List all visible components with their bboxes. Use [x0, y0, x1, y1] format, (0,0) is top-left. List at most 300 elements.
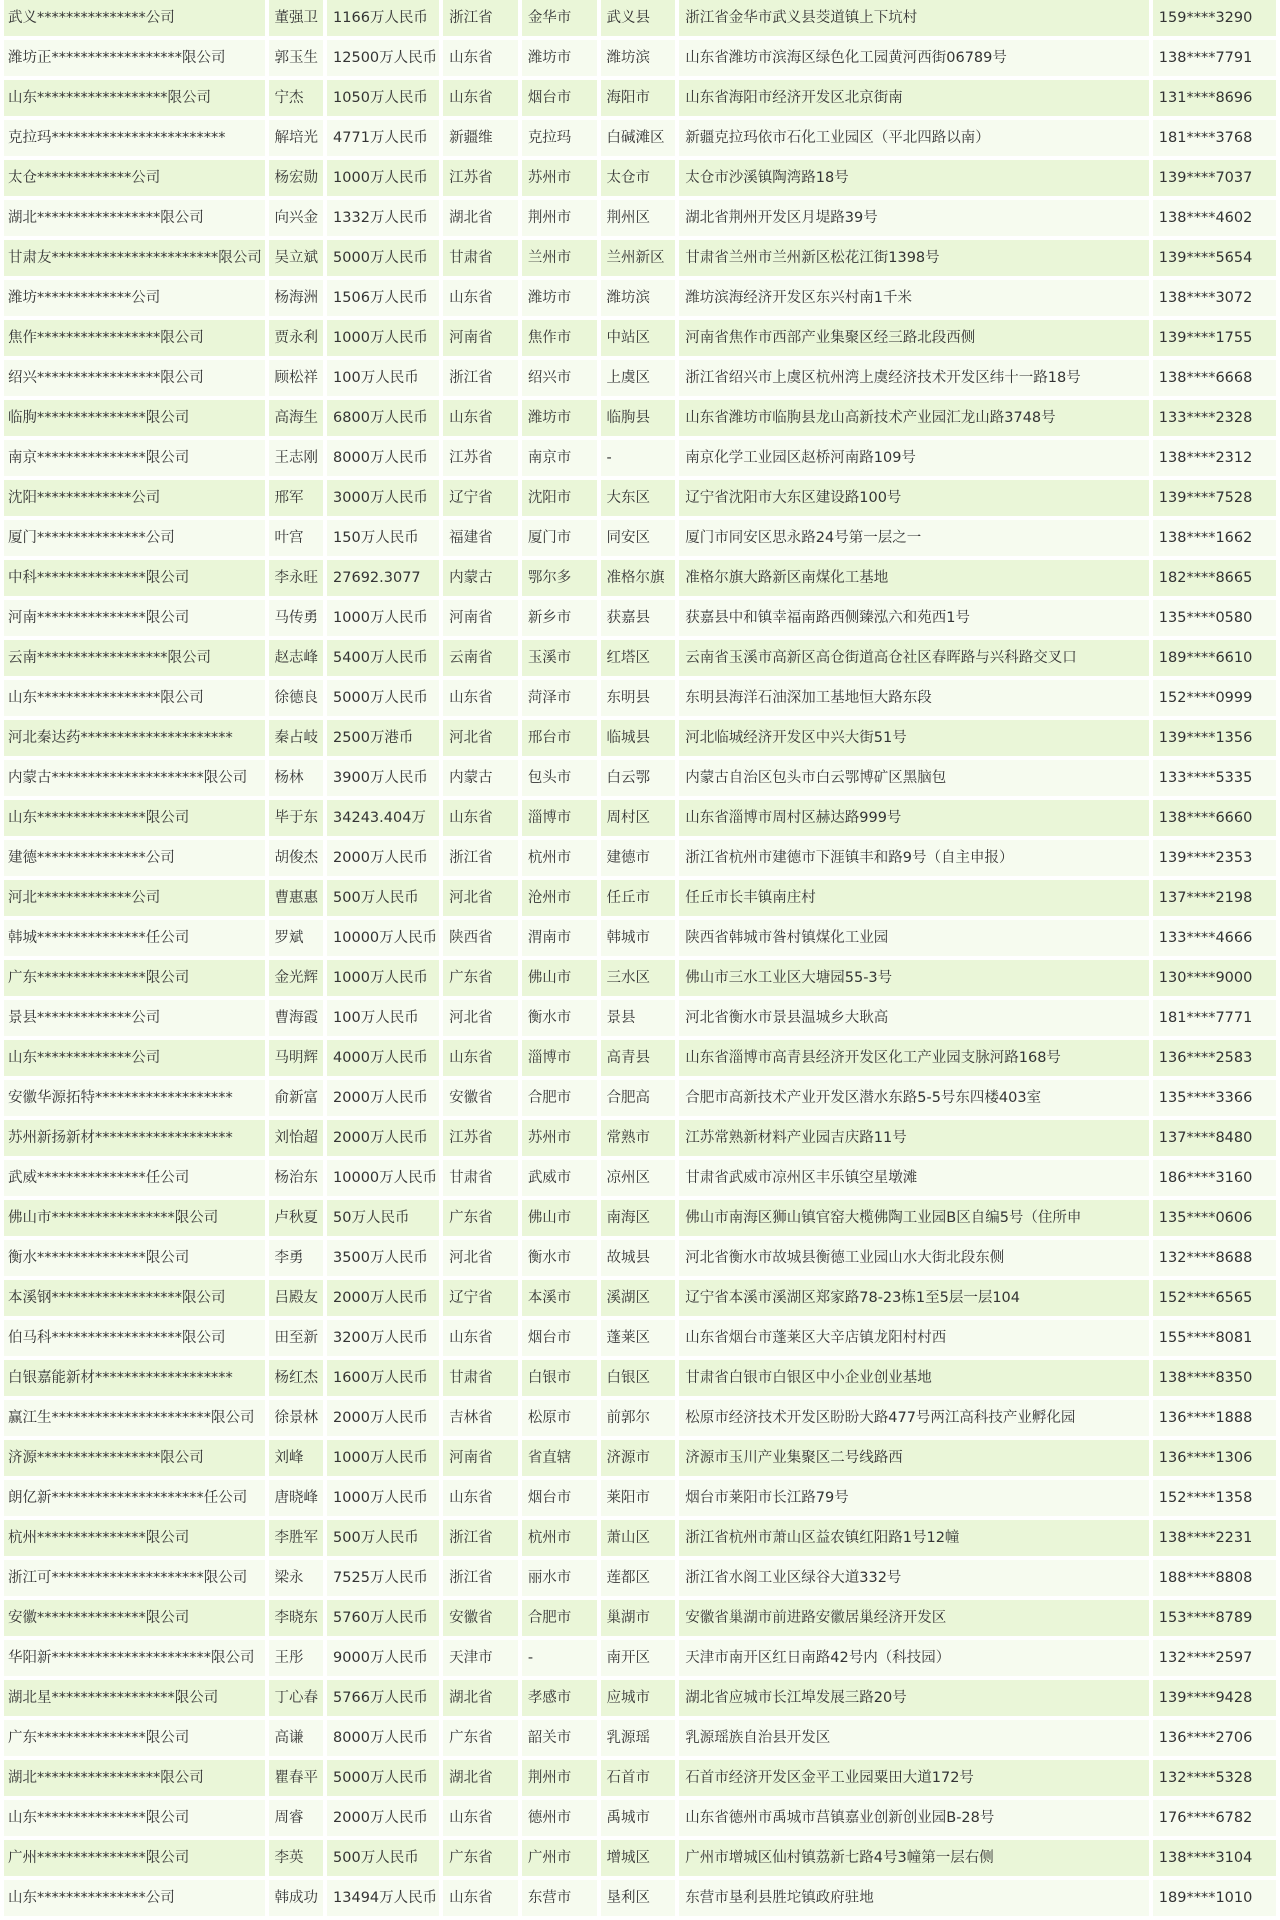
- legal-rep-cell: 王志刚: [269, 440, 324, 480]
- district-cell: 高青县: [601, 1040, 676, 1080]
- registered-capital-cell: 5000万人民币: [327, 680, 439, 720]
- company-name-cell: 伯马科******************限公司: [4, 1320, 265, 1360]
- address-cell: 浙江省水阁工业区绿谷大道332号: [679, 1560, 1149, 1600]
- province-cell: 陕西省: [443, 920, 518, 960]
- table-row: [4, 1680, 1276, 1720]
- district-cell: -: [601, 440, 676, 480]
- legal-rep-cell: 叶宫: [269, 520, 324, 560]
- phone-cell: 133****5335: [1153, 760, 1276, 800]
- legal-rep-cell: 马传勇: [269, 600, 324, 640]
- registered-capital-cell: 8000万人民币: [327, 440, 439, 480]
- company-name-cell: 潍坊*************公司: [4, 280, 265, 320]
- province-cell: 山东省: [443, 680, 518, 720]
- province-cell: 浙江省: [443, 840, 518, 880]
- province-cell: 山东省: [443, 400, 518, 440]
- legal-rep-cell: 梁永: [269, 1560, 324, 1600]
- address-cell: 甘肃省白银市白银区中小企业创业基地: [679, 1360, 1149, 1400]
- address-cell: 河北省衡水市景县温城乡大耿高: [679, 1000, 1149, 1040]
- address-cell: 湖北省应城市长江埠发展三路20号: [679, 1680, 1149, 1720]
- registered-capital-cell: 100万人民币: [327, 360, 439, 400]
- province-cell: 内蒙古: [443, 560, 518, 600]
- registered-capital-cell: 1000万人民币: [327, 1440, 439, 1480]
- city-cell: 新乡市: [522, 600, 597, 640]
- province-cell: 山东省: [443, 1320, 518, 1360]
- province-cell: 山东省: [443, 40, 518, 80]
- registered-capital-cell: 4000万人民币: [327, 1040, 439, 1080]
- registered-capital-cell: 3900万人民币: [327, 760, 439, 800]
- address-cell: 辽宁省本溪市溪湖区郑家路78-23栋1至5层一层104: [679, 1280, 1149, 1320]
- company-name-cell: 太仓*************公司: [4, 160, 265, 200]
- company-name-cell: 衡水***************限公司: [4, 1240, 265, 1280]
- city-cell: 苏州市: [522, 160, 597, 200]
- phone-cell: 138****1662: [1153, 520, 1276, 560]
- district-cell: 蓬莱区: [601, 1320, 676, 1360]
- table-row: [4, 1440, 1276, 1480]
- legal-rep-cell: 吴立斌: [269, 240, 324, 280]
- city-cell: 杭州市: [522, 840, 597, 880]
- table-row: [4, 1600, 1276, 1640]
- province-cell: 安徽省: [443, 1080, 518, 1120]
- phone-cell: 138****4602: [1153, 200, 1276, 240]
- province-cell: 湖北省: [443, 1760, 518, 1800]
- address-cell: 获嘉县中和镇幸福南路西侧臻泓六和苑西1号: [679, 600, 1149, 640]
- registered-capital-cell: 2500万港币: [327, 720, 439, 760]
- address-cell: 厦门市同安区思永路24号第一层之一: [679, 520, 1149, 560]
- province-cell: 河北省: [443, 720, 518, 760]
- province-cell: 新疆维: [443, 120, 518, 160]
- address-cell: 安徽省巢湖市前进路安徽居巢经济开发区: [679, 1600, 1149, 1640]
- table-row: [4, 1000, 1276, 1040]
- address-cell: 山东省烟台市蓬莱区大辛店镇龙阳村村西: [679, 1320, 1149, 1360]
- city-cell: 广州市: [522, 1840, 597, 1880]
- district-cell: 白云鄂: [601, 760, 676, 800]
- district-cell: 红塔区: [601, 640, 676, 680]
- city-cell: 沈阳市: [522, 480, 597, 520]
- table-row: [4, 1240, 1276, 1280]
- district-cell: 禹城市: [601, 1800, 676, 1840]
- district-cell: 任丘市: [601, 880, 676, 920]
- province-cell: 浙江省: [443, 360, 518, 400]
- company-name-cell: 白银嘉能新材*******************: [4, 1360, 265, 1400]
- district-cell: 三水区: [601, 960, 676, 1000]
- company-name-cell: 济源*****************限公司: [4, 1440, 265, 1480]
- district-cell: 常熟市: [601, 1120, 676, 1160]
- district-cell: 南开区: [601, 1640, 676, 1680]
- table-row: [4, 1120, 1276, 1160]
- address-cell: 东明县海洋石油深加工基地恒大路东段: [679, 680, 1149, 720]
- phone-cell: 159****3290: [1153, 0, 1276, 40]
- registered-capital-cell: 3000万人民币: [327, 480, 439, 520]
- legal-rep-cell: 曹惠惠: [269, 880, 324, 920]
- phone-cell: 182****8665: [1153, 560, 1276, 600]
- legal-rep-cell: 顾松祥: [269, 360, 324, 400]
- company-name-cell: 山东******************限公司: [4, 80, 265, 120]
- table-row: [4, 1560, 1276, 1600]
- registered-capital-cell: 5400万人民币: [327, 640, 439, 680]
- address-cell: 东营市垦利县胜坨镇政府驻地: [679, 1880, 1149, 1920]
- table-row: [4, 1760, 1276, 1800]
- table-row: [4, 440, 1276, 480]
- phone-cell: 135****0580: [1153, 600, 1276, 640]
- company-name-cell: 南京***************限公司: [4, 440, 265, 480]
- legal-rep-cell: 杨治东: [269, 1160, 324, 1200]
- address-cell: 河北临城经济开发区中兴大街51号: [679, 720, 1149, 760]
- address-cell: 松原市经济技术开发区盼盼大路477号两江高科技产业孵化园: [679, 1400, 1149, 1440]
- city-cell: 合肥市: [522, 1080, 597, 1120]
- district-cell: 太仓市: [601, 160, 676, 200]
- legal-rep-cell: 杨红杰: [269, 1360, 324, 1400]
- legal-rep-cell: 吕殿友: [269, 1280, 324, 1320]
- company-name-cell: 湖北星*****************限公司: [4, 1680, 265, 1720]
- table-row: [4, 880, 1276, 920]
- city-cell: 松原市: [522, 1400, 597, 1440]
- legal-rep-cell: 李胜军: [269, 1520, 324, 1560]
- district-cell: 周村区: [601, 800, 676, 840]
- phone-cell: 135****0606: [1153, 1200, 1276, 1240]
- province-cell: 甘肃省: [443, 1160, 518, 1200]
- phone-cell: 137****2198: [1153, 880, 1276, 920]
- registered-capital-cell: 4771万人民币: [327, 120, 439, 160]
- province-cell: 辽宁省: [443, 1280, 518, 1320]
- table-row: [4, 1480, 1276, 1520]
- province-cell: 山东省: [443, 1880, 518, 1920]
- table-row: [4, 1400, 1276, 1440]
- company-name-cell: 中科***************限公司: [4, 560, 265, 600]
- phone-cell: 139****7528: [1153, 480, 1276, 520]
- registered-capital-cell: 1332万人民币: [327, 200, 439, 240]
- address-cell: 任丘市长丰镇南庄村: [679, 880, 1149, 920]
- legal-rep-cell: 徐景林: [269, 1400, 324, 1440]
- legal-rep-cell: 贾永利: [269, 320, 324, 360]
- registered-capital-cell: 100万人民币: [327, 1000, 439, 1040]
- table-row: [4, 120, 1276, 160]
- registered-capital-cell: 27692.3077: [327, 560, 439, 600]
- district-cell: 增城区: [601, 1840, 676, 1880]
- district-cell: 获嘉县: [601, 600, 676, 640]
- table-row: [4, 80, 1276, 120]
- city-cell: 佛山市: [522, 960, 597, 1000]
- registered-capital-cell: 2000万人民币: [327, 1280, 439, 1320]
- company-name-cell: 内蒙古*********************限公司: [4, 760, 265, 800]
- table-row: [4, 1640, 1276, 1680]
- city-cell: 玉溪市: [522, 640, 597, 680]
- registered-capital-cell: 1000万人民币: [327, 960, 439, 1000]
- district-cell: 白银区: [601, 1360, 676, 1400]
- registered-capital-cell: 5000万人民币: [327, 240, 439, 280]
- district-cell: 临城县: [601, 720, 676, 760]
- table-row: [4, 1040, 1276, 1080]
- legal-rep-cell: 李永旺: [269, 560, 324, 600]
- phone-cell: 155****8081: [1153, 1320, 1276, 1360]
- city-cell: 潍坊市: [522, 280, 597, 320]
- phone-cell: 186****3160: [1153, 1160, 1276, 1200]
- company-name-cell: 朗亿新*********************任公司: [4, 1480, 265, 1520]
- table-row: [4, 1200, 1276, 1240]
- table-row: [4, 280, 1276, 320]
- province-cell: 浙江省: [443, 0, 518, 40]
- legal-rep-cell: 丁心春: [269, 1680, 324, 1720]
- province-cell: 云南省: [443, 640, 518, 680]
- table-row: [4, 640, 1276, 680]
- company-name-cell: 广东***************限公司: [4, 960, 265, 1000]
- district-cell: 乳源瑶: [601, 1720, 676, 1760]
- address-cell: 佛山市南海区狮山镇官窑大榄佛陶工业园B区自编5号（住所申: [679, 1200, 1149, 1240]
- company-name-cell: 华阳新**********************限公司: [4, 1640, 265, 1680]
- address-cell: 合肥市高新技术产业开发区潜水东路5-5号东四楼403室: [679, 1080, 1149, 1120]
- province-cell: 天津市: [443, 1640, 518, 1680]
- legal-rep-cell: 郭玉生: [269, 40, 324, 80]
- province-cell: 吉林省: [443, 1400, 518, 1440]
- legal-rep-cell: 胡俊杰: [269, 840, 324, 880]
- city-cell: 德州市: [522, 1800, 597, 1840]
- district-cell: 石首市: [601, 1760, 676, 1800]
- city-cell: 淄博市: [522, 800, 597, 840]
- city-cell: 绍兴市: [522, 360, 597, 400]
- district-cell: 济源市: [601, 1440, 676, 1480]
- legal-rep-cell: 罗斌: [269, 920, 324, 960]
- address-cell: 山东省潍坊市临朐县龙山高新技术产业园汇龙山路3748号: [679, 400, 1149, 440]
- table-row: [4, 1880, 1276, 1920]
- city-cell: 兰州市: [522, 240, 597, 280]
- address-cell: 山东省淄博市周村区赫达路999号: [679, 800, 1149, 840]
- district-cell: 东明县: [601, 680, 676, 720]
- province-cell: 广东省: [443, 1720, 518, 1760]
- registered-capital-cell: 7525万人民币: [327, 1560, 439, 1600]
- company-name-cell: 焦作*****************限公司: [4, 320, 265, 360]
- company-name-cell: 浙江可*********************限公司: [4, 1560, 265, 1600]
- registered-capital-cell: 1506万人民币: [327, 280, 439, 320]
- table-row: [4, 1720, 1276, 1760]
- city-cell: 丽水市: [522, 1560, 597, 1600]
- company-name-cell: 安徽***************限公司: [4, 1600, 265, 1640]
- address-cell: 广州市增城区仙村镇荔新七路4号3幢第一层右侧: [679, 1840, 1149, 1880]
- legal-rep-cell: 徐德良: [269, 680, 324, 720]
- company-name-cell: 甘肃友***********************限公司: [4, 240, 265, 280]
- phone-cell: 139****9428: [1153, 1680, 1276, 1720]
- registered-capital-cell: 13494万人民币: [327, 1880, 439, 1920]
- district-cell: 莱阳市: [601, 1480, 676, 1520]
- table-row: [4, 360, 1276, 400]
- legal-rep-cell: 毕于东: [269, 800, 324, 840]
- table-row: [4, 1800, 1276, 1840]
- table-row: [4, 560, 1276, 600]
- district-cell: 溪湖区: [601, 1280, 676, 1320]
- city-cell: -: [522, 1640, 597, 1680]
- address-cell: 浙江省绍兴市上虞区杭州湾上虞经济技术开发区纬十一路18号: [679, 360, 1149, 400]
- phone-cell: 138****8350: [1153, 1360, 1276, 1400]
- address-cell: 甘肃省武威市凉州区丰乐镇空星墩滩: [679, 1160, 1149, 1200]
- registered-capital-cell: 1000万人民币: [327, 160, 439, 200]
- company-name-cell: 韩城***************任公司: [4, 920, 265, 960]
- table-row: [4, 960, 1276, 1000]
- table-body: [4, 0, 1276, 1920]
- address-cell: 浙江省金华市武义县茭道镇上下坑村: [679, 0, 1149, 40]
- table-row: [4, 800, 1276, 840]
- company-name-cell: 景县*************公司: [4, 1000, 265, 1040]
- registered-capital-cell: 5000万人民币: [327, 1760, 439, 1800]
- province-cell: 湖北省: [443, 1680, 518, 1720]
- province-cell: 河北省: [443, 1000, 518, 1040]
- registered-capital-cell: 10000万人民币: [327, 920, 439, 960]
- table-row: [4, 240, 1276, 280]
- address-cell: 佛山市三水工业区大塘园55-3号: [679, 960, 1149, 1000]
- district-cell: 应城市: [601, 1680, 676, 1720]
- district-cell: 前郭尔: [601, 1400, 676, 1440]
- district-cell: 萧山区: [601, 1520, 676, 1560]
- company-name-cell: 厦门***************公司: [4, 520, 265, 560]
- legal-rep-cell: 宁杰: [269, 80, 324, 120]
- legal-rep-cell: 高谦: [269, 1720, 324, 1760]
- phone-cell: 131****8696: [1153, 80, 1276, 120]
- district-cell: 莲都区: [601, 1560, 676, 1600]
- city-cell: 本溪市: [522, 1280, 597, 1320]
- city-cell: 荆州市: [522, 200, 597, 240]
- province-cell: 浙江省: [443, 1560, 518, 1600]
- province-cell: 河北省: [443, 1240, 518, 1280]
- city-cell: 衡水市: [522, 1000, 597, 1040]
- registered-capital-cell: 3500万人民币: [327, 1240, 439, 1280]
- district-cell: 垦利区: [601, 1880, 676, 1920]
- legal-rep-cell: 瞿春平: [269, 1760, 324, 1800]
- province-cell: 辽宁省: [443, 480, 518, 520]
- address-cell: 河南省焦作市西部产业集聚区经三路北段西侧: [679, 320, 1149, 360]
- legal-rep-cell: 金光辉: [269, 960, 324, 1000]
- phone-cell: 138****2231: [1153, 1520, 1276, 1560]
- province-cell: 广东省: [443, 1200, 518, 1240]
- table-row: [4, 1360, 1276, 1400]
- registered-capital-cell: 1600万人民币: [327, 1360, 439, 1400]
- company-name-cell: 广州***************限公司: [4, 1840, 265, 1880]
- address-cell: 新疆克拉玛依市石化工业园区（平北四路以南）: [679, 120, 1149, 160]
- table-row: [4, 520, 1276, 560]
- city-cell: 邢台市: [522, 720, 597, 760]
- company-name-cell: 云南******************限公司: [4, 640, 265, 680]
- legal-rep-cell: 董强卫: [269, 0, 324, 40]
- legal-rep-cell: 李晓东: [269, 1600, 324, 1640]
- city-cell: 韶关市: [522, 1720, 597, 1760]
- table-row: [4, 1320, 1276, 1360]
- province-cell: 河北省: [443, 880, 518, 920]
- province-cell: 江苏省: [443, 160, 518, 200]
- city-cell: 衡水市: [522, 1240, 597, 1280]
- address-cell: 乳源瑶族自治县开发区: [679, 1720, 1149, 1760]
- phone-cell: 138****3104: [1153, 1840, 1276, 1880]
- phone-cell: 136****2583: [1153, 1040, 1276, 1080]
- province-cell: 湖北省: [443, 200, 518, 240]
- address-cell: 山东省海阳市经济开发区北京街南: [679, 80, 1149, 120]
- phone-cell: 139****7037: [1153, 160, 1276, 200]
- address-cell: 浙江省杭州市萧山区益农镇红阳路1号12幢: [679, 1520, 1149, 1560]
- registered-capital-cell: 500万人民币: [327, 1840, 439, 1880]
- province-cell: 甘肃省: [443, 240, 518, 280]
- legal-rep-cell: 李勇: [269, 1240, 324, 1280]
- phone-cell: 137****8480: [1153, 1120, 1276, 1160]
- company-name-cell: 佛山市*****************限公司: [4, 1200, 265, 1240]
- phone-cell: 133****2328: [1153, 400, 1276, 440]
- district-cell: 武义县: [601, 0, 676, 40]
- registered-capital-cell: 9000万人民币: [327, 1640, 439, 1680]
- table-row: [4, 1840, 1276, 1880]
- district-cell: 准格尔旗: [601, 560, 676, 600]
- phone-cell: 132****5328: [1153, 1760, 1276, 1800]
- company-name-cell: 杭州***************限公司: [4, 1520, 265, 1560]
- district-cell: 临朐县: [601, 400, 676, 440]
- registered-capital-cell: 12500万人民币: [327, 40, 439, 80]
- district-cell: 巢湖市: [601, 1600, 676, 1640]
- district-cell: 韩城市: [601, 920, 676, 960]
- address-cell: 山东省德州市禹城市莒镇嘉业创新创业园B-28号: [679, 1800, 1149, 1840]
- district-cell: 建德市: [601, 840, 676, 880]
- city-cell: 沧州市: [522, 880, 597, 920]
- phone-cell: 181****7771: [1153, 1000, 1276, 1040]
- legal-rep-cell: 韩成功: [269, 1880, 324, 1920]
- phone-cell: 176****6782: [1153, 1800, 1276, 1840]
- district-cell: 海阳市: [601, 80, 676, 120]
- registered-capital-cell: 10000万人民币: [327, 1160, 439, 1200]
- province-cell: 山东省: [443, 80, 518, 120]
- company-name-cell: 山东***************公司: [4, 1880, 265, 1920]
- address-cell: 南京化学工业园区赵桥河南路109号: [679, 440, 1149, 480]
- company-name-cell: 武威***************任公司: [4, 1160, 265, 1200]
- address-cell: 太仓市沙溪镇陶湾路18号: [679, 160, 1149, 200]
- district-cell: 凉州区: [601, 1160, 676, 1200]
- phone-cell: 152****6565: [1153, 1280, 1276, 1320]
- registered-capital-cell: 3200万人民币: [327, 1320, 439, 1360]
- registered-capital-cell: 1166万人民币: [327, 0, 439, 40]
- city-cell: 省直辖: [522, 1440, 597, 1480]
- address-cell: 河北省衡水市故城县衡德工业园山水大街北段东侧: [679, 1240, 1149, 1280]
- company-name-cell: 河北*************公司: [4, 880, 265, 920]
- district-cell: 合肥高: [601, 1080, 676, 1120]
- registered-capital-cell: 500万人民币: [327, 880, 439, 920]
- province-cell: 江苏省: [443, 440, 518, 480]
- address-cell: 云南省玉溪市高新区高仓街道高仓社区春晖路与兴科路交叉口: [679, 640, 1149, 680]
- company-name-cell: 湖北*****************限公司: [4, 200, 265, 240]
- table-row: [4, 480, 1276, 520]
- province-cell: 山东省: [443, 1040, 518, 1080]
- district-cell: 景县: [601, 1000, 676, 1040]
- table-row: [4, 1160, 1276, 1200]
- city-cell: 焦作市: [522, 320, 597, 360]
- phone-cell: 136****1888: [1153, 1400, 1276, 1440]
- company-name-cell: 赢江生**********************限公司: [4, 1400, 265, 1440]
- legal-rep-cell: 王彤: [269, 1640, 324, 1680]
- address-cell: 山东省潍坊市滨海区绿色化工园黄河西街06789号: [679, 40, 1149, 80]
- address-cell: 济源市玉川产业集聚区二号线路西: [679, 1440, 1149, 1480]
- company-name-cell: 临朐***************限公司: [4, 400, 265, 440]
- legal-rep-cell: 邢军: [269, 480, 324, 520]
- district-cell: 大东区: [601, 480, 676, 520]
- registered-capital-cell: 1000万人民币: [327, 600, 439, 640]
- city-cell: 孝感市: [522, 1680, 597, 1720]
- table-row: [4, 840, 1276, 880]
- address-cell: 烟台市莱阳市长江路79号: [679, 1480, 1149, 1520]
- registered-capital-cell: 2000万人民币: [327, 1120, 439, 1160]
- address-cell: 石首市经济开发区金平工业园粟田大道172号: [679, 1760, 1149, 1800]
- phone-cell: 152****0999: [1153, 680, 1276, 720]
- registered-capital-cell: 34243.404万: [327, 800, 439, 840]
- city-cell: 烟台市: [522, 1480, 597, 1520]
- province-cell: 河南省: [443, 320, 518, 360]
- registered-capital-cell: 2000万人民币: [327, 1400, 439, 1440]
- phone-cell: 189****6610: [1153, 640, 1276, 680]
- phone-cell: 181****3768: [1153, 120, 1276, 160]
- city-cell: 荆州市: [522, 1760, 597, 1800]
- phone-cell: 139****2353: [1153, 840, 1276, 880]
- district-cell: 上虞区: [601, 360, 676, 400]
- legal-rep-cell: 刘怡超: [269, 1120, 324, 1160]
- district-cell: 中站区: [601, 320, 676, 360]
